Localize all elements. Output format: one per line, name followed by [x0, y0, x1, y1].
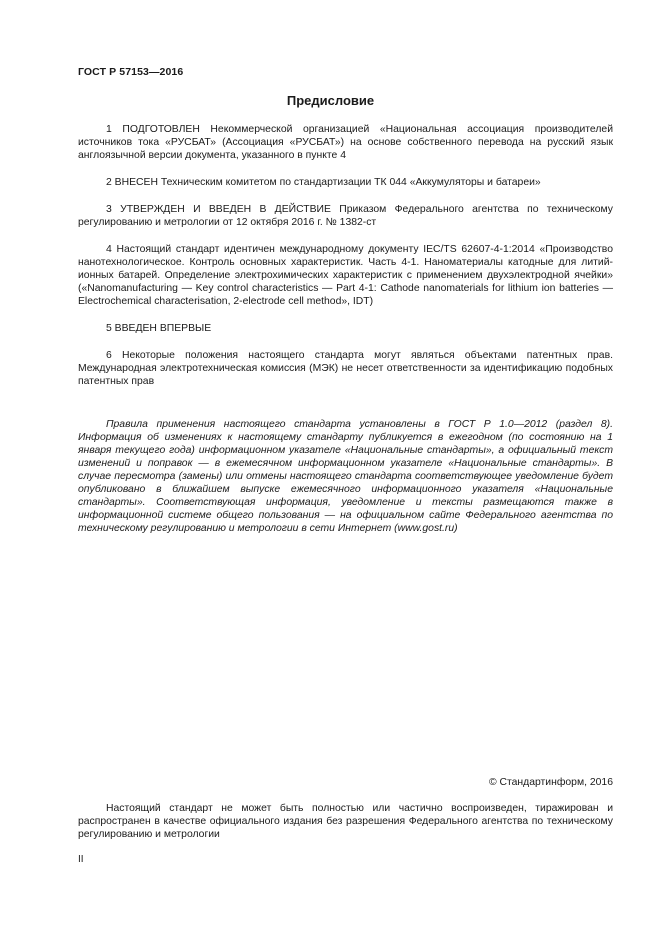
copyright: © Стандартинформ, 2016: [488, 777, 613, 788]
foreword-paragraph-6: 6 Некоторые положения настоящего стандарта могут являться объектами патентных прав. Международная электротехническая комиссия (МЭК) не несет ответственности за идентификацию подобных патентных прав: [78, 350, 613, 387]
foreword-paragraph-1: 1 ПОДГОТОВЛЕН Некоммерческой организацией «Национальная ассоциация производителей источников тока «РУСБАТ» (Ассоциация «РУСБАТ») на основе собственного перевода на русский язык англоязычной версии документа, указанного в пункте 4: [78, 124, 613, 161]
foreword-paragraph-5: 5 ВВЕДЕН ВПЕРВЫЕ: [106, 323, 212, 334]
foreword-paragraph-2: 2 ВНЕСЕН Техническим комитетом по стандартизации ТК 044 «Аккумуляторы и батареи»: [106, 177, 541, 188]
rules-note: Правила применения настоящего стандарта установлены в ГОСТ Р 1.0—2012 (раздел 8). Информация об изменениях к настоящему стандарту публикуется в ежегодном (по состоянию на 1 января текущего года) информационном указателе «Национальные стандарты», а официальный текст изменений и поправок — в ежемесячном информационном указателе «Национальные стандарты». В случае пересмотра (замены) или отмены настоящего стандарта соответствующее уведомление будет опубликовано в ближайшем выпуске ежемесячного информационного указателя «Национальные стандарты». Соответствующая информация, уведомление и тексты размещаются также в информационной системе общего пользования — на официальном сайте Федерального агентства по техническому регулированию и метрологии в сети Интернет (www.gost.ru): [78, 419, 613, 534]
foreword-body: [78, 123, 613, 402]
page-title: Предисловие: [286, 93, 375, 108]
foreword-paragraph-3: 3 УТВЕРЖДЕН И ВВЕДЕН В ДЕЙСТВИЕ Приказом Федерального агентства по техническому регулированию и метрологии от 12 октября 2016 г. № 1382-ст: [78, 204, 613, 228]
standard-id: ГОСТ Р 57153—2016: [78, 66, 184, 78]
page-number: II: [78, 854, 84, 865]
foreword-paragraph-4: 4 Настоящий стандарт идентичен международному документу IEC/TS 62607-4-1:2014 «Производство нанотехнологическое. Контроль основных характеристик. Часть 4-1. Наноматериалы катодные для литий-ионных батарей. Определение электрохимических характеристик с применением двухэлектродной ячейки» («Nanomanufacturing — Key control characteristics — Part 4-1: Cathode nanomaterials for lithium ion batteries — Electrochemical characterisation, 2-electrode cell method», IDT): [78, 244, 613, 307]
reproduction-notice: Настоящий стандарт не может быть полностью или частично воспроизведен, тиражирован и распространен в качестве официального издания без разрешения Федерального агентства по техническому регулированию и метрологии: [78, 803, 613, 840]
